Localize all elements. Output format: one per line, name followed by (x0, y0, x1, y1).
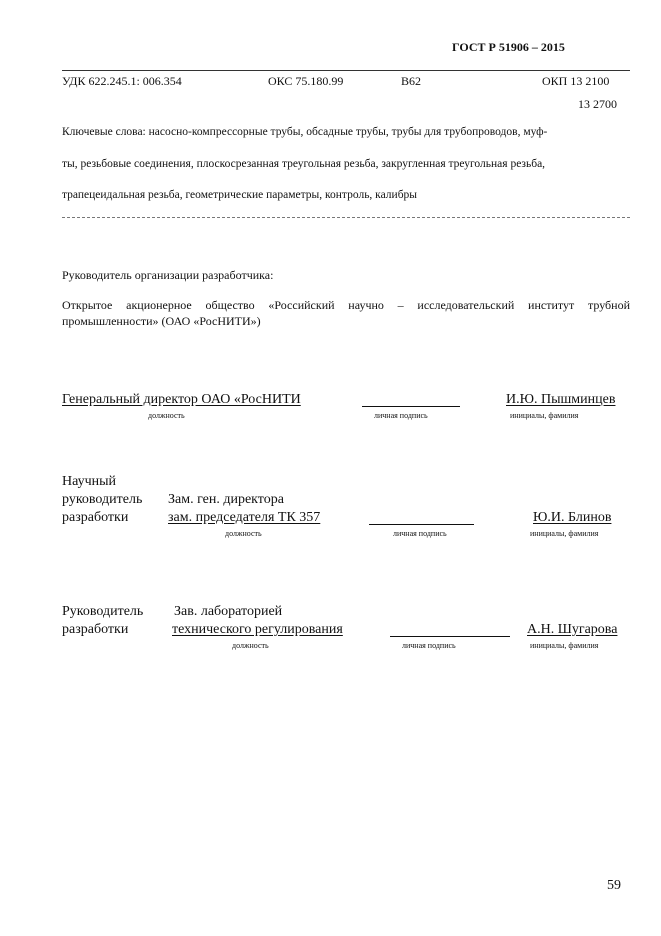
dev-caption-signature: личная подпись (402, 641, 456, 650)
dev-position-2: технического регулирования (172, 622, 343, 637)
keywords-line-2: ты, резьбовые соединения, плоскосрезанная треугольная резьба, закругленная треугольная резьба, (62, 158, 546, 170)
director-position: Генеральный директор ОАО «РосНИТИ (62, 392, 301, 407)
director-caption-name: инициалы, фамилия (510, 411, 579, 420)
sci-caption-position: должность (225, 529, 262, 538)
dev-role-1: Руководитель (62, 604, 144, 619)
org-line-1: Открытое акционерное общество «Российский научно – исследовательский институт трубной (62, 298, 630, 312)
udk-code: УДК 622.245.1: 006.354 (62, 74, 182, 88)
dev-caption-name: инициалы, фамилия (530, 641, 599, 650)
oks-code: ОКС 75.180.99 (268, 74, 344, 88)
okp-code-1: ОКП 13 2100 (542, 74, 610, 88)
org-line-2: промышленности» (ОАО «РосНИТИ») (62, 314, 261, 328)
keywords-divider (62, 217, 630, 218)
page-number: 59 (607, 878, 621, 893)
org-heading: Руководитель организации разработчика: (62, 268, 274, 282)
sci-caption-signature: личная подпись (393, 529, 447, 538)
keywords-line-1: Ключевые слова: насосно-компрессорные трубы, обсадные трубы, трубы для трубопроводов, муф- (62, 126, 548, 138)
header-divider (62, 70, 630, 71)
keywords-line-3: трапецеидальная резьба, геометрические параметры, контроль, калибры (62, 189, 418, 201)
dev-signature-line (390, 636, 510, 637)
sci-name: Ю.И. Блинов (533, 510, 612, 525)
standard-header: ГОСТ Р 51906 – 2015 (452, 40, 565, 54)
dev-caption-position: должность (232, 641, 269, 650)
director-name: И.Ю. Пышминцев (506, 392, 616, 407)
sci-caption-name: инициалы, фамилия (530, 529, 599, 538)
okp-code-2: 13 2700 (578, 97, 617, 111)
group-code: В62 (401, 74, 422, 88)
director-caption-position: должность (148, 411, 185, 420)
director-signature-line (362, 406, 460, 407)
sci-role-3: разработки (62, 510, 129, 525)
sci-position-2: зам. председателя ТК 357 (168, 510, 321, 525)
sci-role-2: руководитель (62, 492, 143, 507)
sci-position-1: Зам. ген. директора (168, 492, 284, 507)
sci-role-1: Научный (62, 474, 117, 489)
dev-role-2: разработки (62, 622, 129, 637)
dev-name: А.Н. Шугарова (527, 622, 618, 637)
director-caption-signature: личная подпись (374, 411, 428, 420)
sci-signature-line (369, 524, 474, 525)
dev-position-1: Зав. лабораторией (174, 604, 283, 619)
